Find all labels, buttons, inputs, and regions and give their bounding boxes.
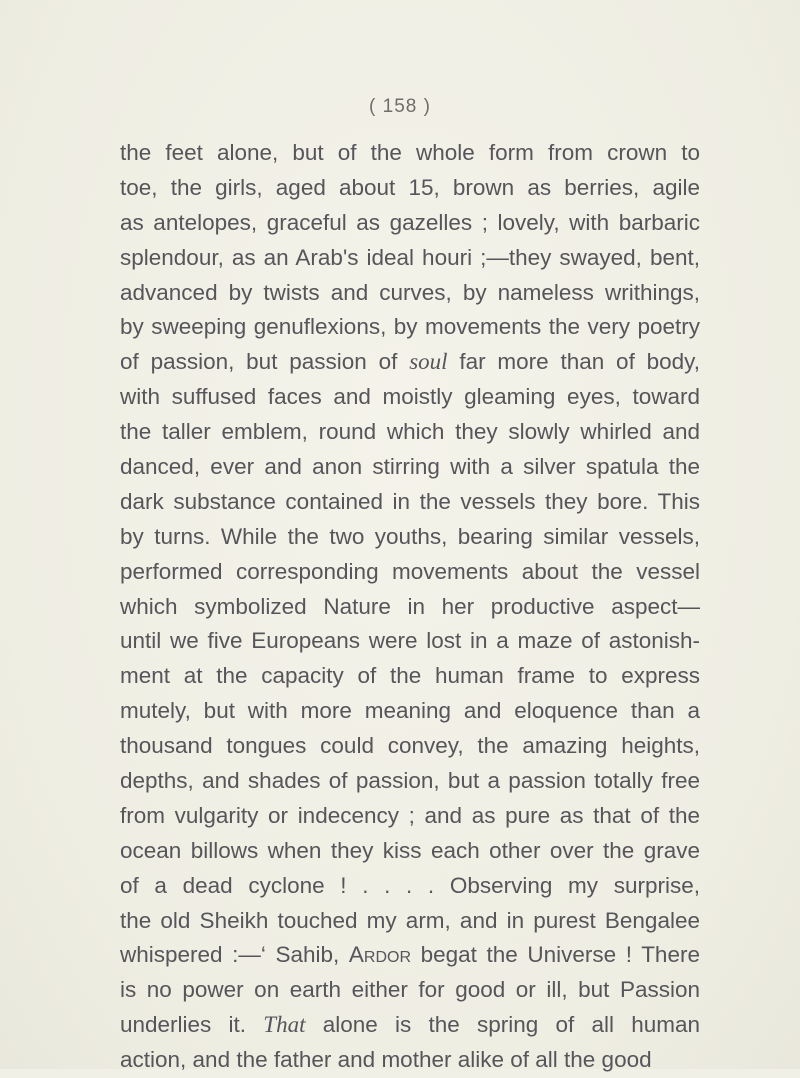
text-segment: begat the Universe ! There — [420, 942, 700, 968]
text-line: dark substance contained in the vessels they bore. This — [120, 488, 700, 514]
text-line: thousand tongues could convey, the amazing heights, — [120, 733, 700, 759]
text-line: performed corresponding movements about the vessel — [120, 558, 700, 584]
text-segment: far more than of body, — [459, 349, 700, 375]
text-segment: alone is the spring of all human — [322, 1012, 700, 1038]
text-line — [120, 938, 700, 973]
text-segment: of passion, but passion of — [120, 349, 398, 375]
text-line: ment at the capacity of the human frame to express — [120, 663, 700, 689]
text-line: until we five Europeans were lost in a maze of astonish- — [120, 628, 700, 654]
text-line: the taller emblem, round which they slowly whirled and — [120, 419, 700, 445]
text-line: ocean billows when they kiss each other over the grave — [120, 837, 700, 863]
text-line: the feet alone, but of the whole form from crown to — [120, 140, 700, 165]
text-line: with suffused faces and moistly gleaming eyes, toward — [120, 384, 700, 410]
text-line: splendour, as an Arab's ideal houri ;—they swayed, bent, — [120, 244, 700, 270]
text-line: toe, the girls, aged about 15, brown as berries, agile — [120, 174, 700, 200]
italic-word: soul — [409, 349, 448, 375]
text-line: mutely, but with more meaning and eloquence than a — [120, 698, 700, 724]
text-segment: underlies it. — [120, 1012, 247, 1038]
text-line: action, and the father and mother alike of all the good — [120, 1047, 652, 1073]
text-line — [120, 1008, 700, 1043]
body-text — [120, 136, 700, 1078]
page-number: ( 158 ) — [369, 96, 431, 117]
text-line: as antelopes, graceful as gazelles ; lovely, with barbaric — [120, 209, 700, 235]
text-line: of a dead cyclone ! . . . . Observing my surprise, — [120, 872, 700, 898]
text-line: by turns. While the two youths, bearing similar vessels, — [120, 523, 700, 549]
text-line: advanced by twists and curves, by nameless writhings, — [120, 279, 700, 305]
text-line: from vulgarity or indecency ; and as pure as that of the — [120, 802, 700, 828]
text-line: by sweeping genuflexions, by movements the very poetry — [120, 314, 700, 340]
text-line — [120, 345, 700, 380]
text-line: danced, ever and anon stirring with a silver spatula the — [120, 454, 700, 480]
text-line: the old Sheikh touched my arm, and in purest Bengalee — [120, 907, 700, 933]
small-caps-word: Ardor — [348, 942, 412, 968]
text-line: depths, and shades of passion, but a passion totally free — [120, 768, 700, 794]
text-segment: whispered :—‘ Sahib, — [120, 942, 340, 968]
text-line: is no power on earth either for good or ill, but Passion — [120, 977, 700, 1003]
text-line: which symbolized Nature in her productive aspect— — [120, 593, 700, 619]
italic-word: That — [263, 1012, 306, 1038]
